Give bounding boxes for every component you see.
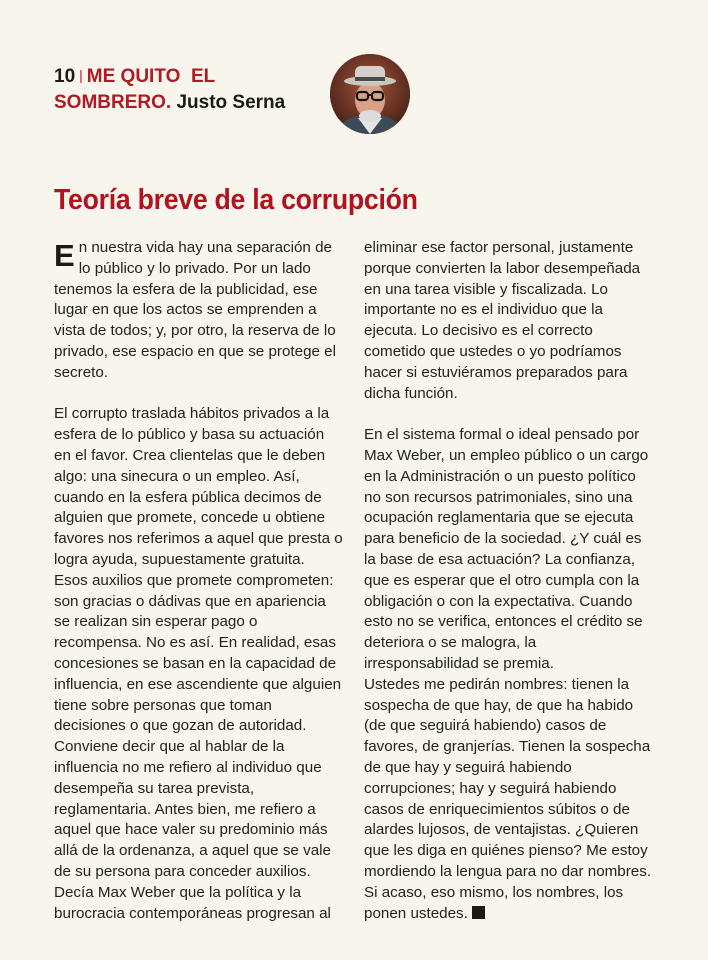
column-header: [54, 64, 324, 115]
drop-cap: E: [54, 238, 75, 273]
paragraph: Esos auxilios que promete comprometen: son gracias o dádivas que en apariencia se realizan sin esperar pago o recompensa. No es así. En realidad, esas concesiones se basan en la capacidad de influencia, en ese ascendiente que alguien tiene sobre personas que toman decisiones o que gozan de autoridad. Conviene decir que al hablar de la influencia no me refiero al individuo que desempeña su tarea prevista, reglamentaria. Antes bien, me refiero a aquel que hace valer su predominio más allá de la ordenanza, a aquel que se vale de su persona para conceder auxilios. Decía Max Weber que la política y la burocracia contemporáneas progresan al: [54, 571, 342, 922]
paragraph: El corrupto traslada hábitos privados a la esfera de lo público y basa su actuación en el favor. Crea clientelas que le deben algo: una sinecura o un empleo. Así, cuando en la esfera pública decimos de alguien que promete, concede u obtiene favores nos referimos a aquel que presta o logra ayuda, supuestamente gratuita.: [54, 405, 343, 568]
header-line-1: [54, 64, 324, 90]
paragraph-text: n nuestra vida hay una separación de lo público y lo privado. Por un lado tenemos la esfera de la publicidad, ese lugar en que los actos se emprenden a vista de todos; y, por otro, la reserva de lo privado, ese espacio en que se protege el secreto.: [54, 239, 337, 381]
paragraph: [54, 238, 344, 384]
author-photo: [330, 54, 410, 134]
paragraph: eliminar ese factor personal, justamente porque convierten la labor desempeñada en una tarea visible y fiscalizada. Lo importante no es el individuo que la ejecuta. Lo decisivo es el correcto cometido que ustedes o yo podríamos hacer si estuviéramos preparados para dicha función.: [364, 239, 641, 402]
header-line-2: [54, 90, 324, 115]
article-column-right: [364, 238, 654, 924]
end-of-article-icon: [472, 906, 485, 919]
article-title: Teoría breve de la corrupción: [54, 184, 418, 216]
article-column-left: [54, 238, 344, 924]
section-name-line2: SOMBRERO.: [54, 92, 172, 113]
paragraph-text: Ustedes me pedirán nombres: tienen la sospecha de que hay, de que ha habido (de que seguirá habiendo) casos de favores, de granjerías. Tienen la sospecha de que hay y seguirá habiendo corrupciones; hay y seguirá habiendo casos de enriquecimientos súbitos o de alardes lujosos, de ventajistas. ¿Quieren que les diga en quiénes pienso? Me estoy mordiendo la lengua para no dar nombres. Si acaso, eso mismo, los nombres, los ponen ustedes.: [364, 675, 652, 922]
paragraph: En el sistema formal o ideal pensado por Max Weber, un empleo público o un cargo en la Administración o un puesto político no son recursos patrimoniales, sino una ocupación reglamentaria que se ejecuta para beneficio de la sociedad. ¿Y cuál es la base de esa actuación? La confianza, que es esperar que el otro cumpla con la obligación o con la expectativa. Cuando esto no se verifica, entonces el crédito se deteriora o se malogra, la irresponsabilidad se premia.: [364, 426, 649, 672]
author-portrait-icon: [330, 54, 410, 134]
header-separator: |: [79, 67, 83, 83]
paragraph: [364, 675, 654, 925]
section-name-line1: ME QUITO EL: [86, 66, 216, 87]
page-number: 10: [54, 66, 76, 87]
author-name: Justo Serna: [176, 92, 286, 113]
